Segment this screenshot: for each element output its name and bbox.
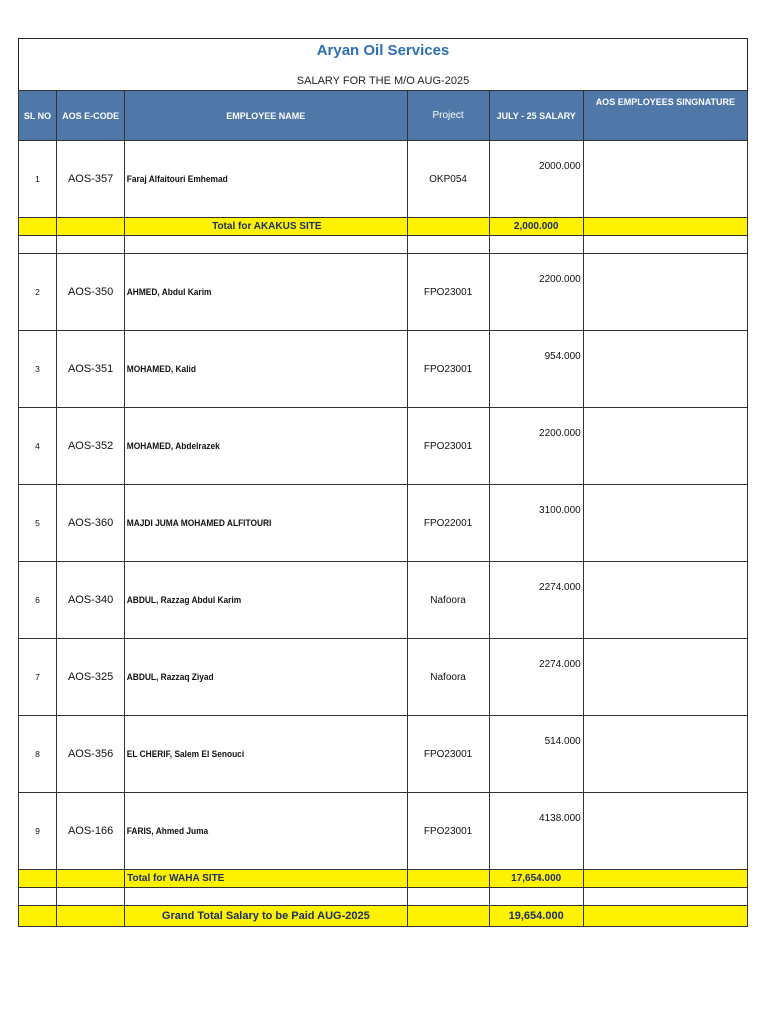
cell-signature (583, 485, 747, 562)
table-row (19, 793, 748, 870)
cell-sl-no: 1 (19, 141, 57, 218)
cell-signature (583, 331, 747, 408)
cell-ecode: AOS-166 (57, 793, 125, 870)
cell-employee-name (125, 793, 407, 870)
header-project: Project (407, 91, 489, 141)
cell-salary: 514.000 (489, 716, 583, 793)
cell-ecode: AOS-351 (57, 331, 125, 408)
total-cell-empty (583, 870, 747, 888)
cell-salary: 954.000 (489, 331, 583, 408)
total-label: Total for AKAKUS SITE (125, 218, 407, 236)
employee-name: AHMED, Abdul Karim (126, 286, 212, 298)
cell-salary: 2000.000 (489, 141, 583, 218)
cell-salary: 3100.000 (489, 485, 583, 562)
cell-employee-name (125, 639, 407, 716)
cell-sl-no: 8 (19, 716, 57, 793)
cell-sl-no: 2 (19, 254, 57, 331)
table-row (19, 562, 748, 639)
total-cell-empty (583, 218, 747, 236)
total-cell-empty (407, 870, 489, 888)
blank-cell (583, 236, 747, 254)
cell-sl-no: 7 (19, 639, 57, 716)
cell-signature (583, 562, 747, 639)
cell-employee-name (125, 254, 407, 331)
cell-employee-name (125, 562, 407, 639)
cell-project: FPO23001 (407, 793, 489, 870)
table-row (19, 485, 748, 562)
header-sl-no: SL NO (19, 91, 57, 141)
blank-cell (489, 236, 583, 254)
cell-employee-name (125, 485, 407, 562)
employee-name: ABDUL, Razzaq Ziyad (126, 671, 214, 683)
employee-name: ABDUL, Razzag Abdul Karim (126, 594, 242, 606)
blank-row (19, 236, 748, 254)
total-cell-empty (19, 870, 57, 888)
cell-ecode: AOS-325 (57, 639, 125, 716)
akakus-total-row (19, 218, 748, 236)
cell-signature (583, 408, 747, 485)
table-row (19, 408, 748, 485)
total-cell-empty (19, 218, 57, 236)
blank-cell (57, 888, 125, 906)
blank-cell (583, 888, 747, 906)
blank-row (19, 888, 748, 906)
blank-cell (407, 888, 489, 906)
total-cell-empty (57, 218, 125, 236)
grand-total-amount: 19,654.000 (489, 906, 583, 927)
waha-total-row (19, 870, 748, 888)
blank-cell (57, 236, 125, 254)
cell-sl-no: 4 (19, 408, 57, 485)
header-employee-name: EMPLOYEE NAME (125, 91, 407, 141)
cell-salary: 2200.000 (489, 254, 583, 331)
cell-project: FPO23001 (407, 254, 489, 331)
cell-ecode: AOS-340 (57, 562, 125, 639)
sheet-subtitle: SALARY FOR THE M/O AUG-2025 (296, 75, 470, 87)
cell-salary: 2274.000 (489, 562, 583, 639)
cell-ecode: AOS-352 (57, 408, 125, 485)
employee-name: MOHAMED, Abdelrazek (126, 440, 220, 452)
sheet-header (18, 38, 748, 90)
cell-signature (583, 716, 747, 793)
header-salary: JULY - 25 SALARY (489, 91, 583, 141)
grand-total-label: Grand Total Salary to be Paid AUG-2025 (125, 906, 407, 927)
cell-project: FPO22001 (407, 485, 489, 562)
table-row (19, 141, 748, 218)
company-name: Aryan Oil Services (316, 42, 450, 59)
blank-cell (19, 888, 57, 906)
cell-sl-no: 6 (19, 562, 57, 639)
header-signature: AOS EMPLOYEES SINGNATURE (583, 91, 747, 141)
total-cell-empty (57, 870, 125, 888)
cell-ecode: AOS-360 (57, 485, 125, 562)
header-ecode: AOS E-CODE (57, 91, 125, 141)
table-header-row (19, 91, 748, 141)
salary-table (18, 90, 748, 927)
blank-cell (407, 236, 489, 254)
employee-name: Faraj Alfaitouri Emhemad (126, 173, 228, 185)
table-row (19, 331, 748, 408)
cell-project: FPO23001 (407, 408, 489, 485)
cell-sl-no: 5 (19, 485, 57, 562)
cell-ecode: AOS-350 (57, 254, 125, 331)
employee-name: MAJDI JUMA MOHAMED ALFITOURI (126, 517, 272, 529)
cell-employee-name (125, 331, 407, 408)
table-body (19, 141, 748, 927)
cell-signature (583, 639, 747, 716)
cell-sl-no: 9 (19, 793, 57, 870)
blank-cell (19, 236, 57, 254)
total-label: Total for WAHA SITE (125, 870, 407, 888)
cell-employee-name (125, 408, 407, 485)
cell-project: FPO23001 (407, 716, 489, 793)
cell-ecode: AOS-356 (57, 716, 125, 793)
cell-sl-no: 3 (19, 331, 57, 408)
total-cell-empty (407, 218, 489, 236)
employee-name: EL CHERIF, Salem El Senouci (126, 748, 245, 760)
table-row (19, 716, 748, 793)
total-amount: 17,654.000 (489, 870, 583, 888)
cell-signature (583, 254, 747, 331)
blank-cell (125, 236, 407, 254)
cell-project: Nafoora (407, 639, 489, 716)
total-amount: 2,000.000 (489, 218, 583, 236)
cell-salary: 2274.000 (489, 639, 583, 716)
cell-employee-name (125, 716, 407, 793)
cell-project: Nafoora (407, 562, 489, 639)
employee-name: MOHAMED, Kalid (126, 363, 197, 375)
blank-cell (125, 888, 407, 906)
salary-sheet (18, 38, 748, 927)
cell-signature (583, 793, 747, 870)
grand-cell-empty (57, 906, 125, 927)
grand-cell-empty (583, 906, 747, 927)
cell-ecode: AOS-357 (57, 141, 125, 218)
cell-employee-name (125, 141, 407, 218)
table-row (19, 639, 748, 716)
grand-total-row (19, 906, 748, 927)
cell-project: OKP054 (407, 141, 489, 218)
cell-salary: 2200.000 (489, 408, 583, 485)
cell-salary: 4138.000 (489, 793, 583, 870)
blank-cell (489, 888, 583, 906)
grand-cell-empty (407, 906, 489, 927)
employee-name: FARIS, Ahmed Juma (126, 825, 209, 837)
cell-signature (583, 141, 747, 218)
grand-cell-empty (19, 906, 57, 927)
table-row (19, 254, 748, 331)
cell-project: FPO23001 (407, 331, 489, 408)
